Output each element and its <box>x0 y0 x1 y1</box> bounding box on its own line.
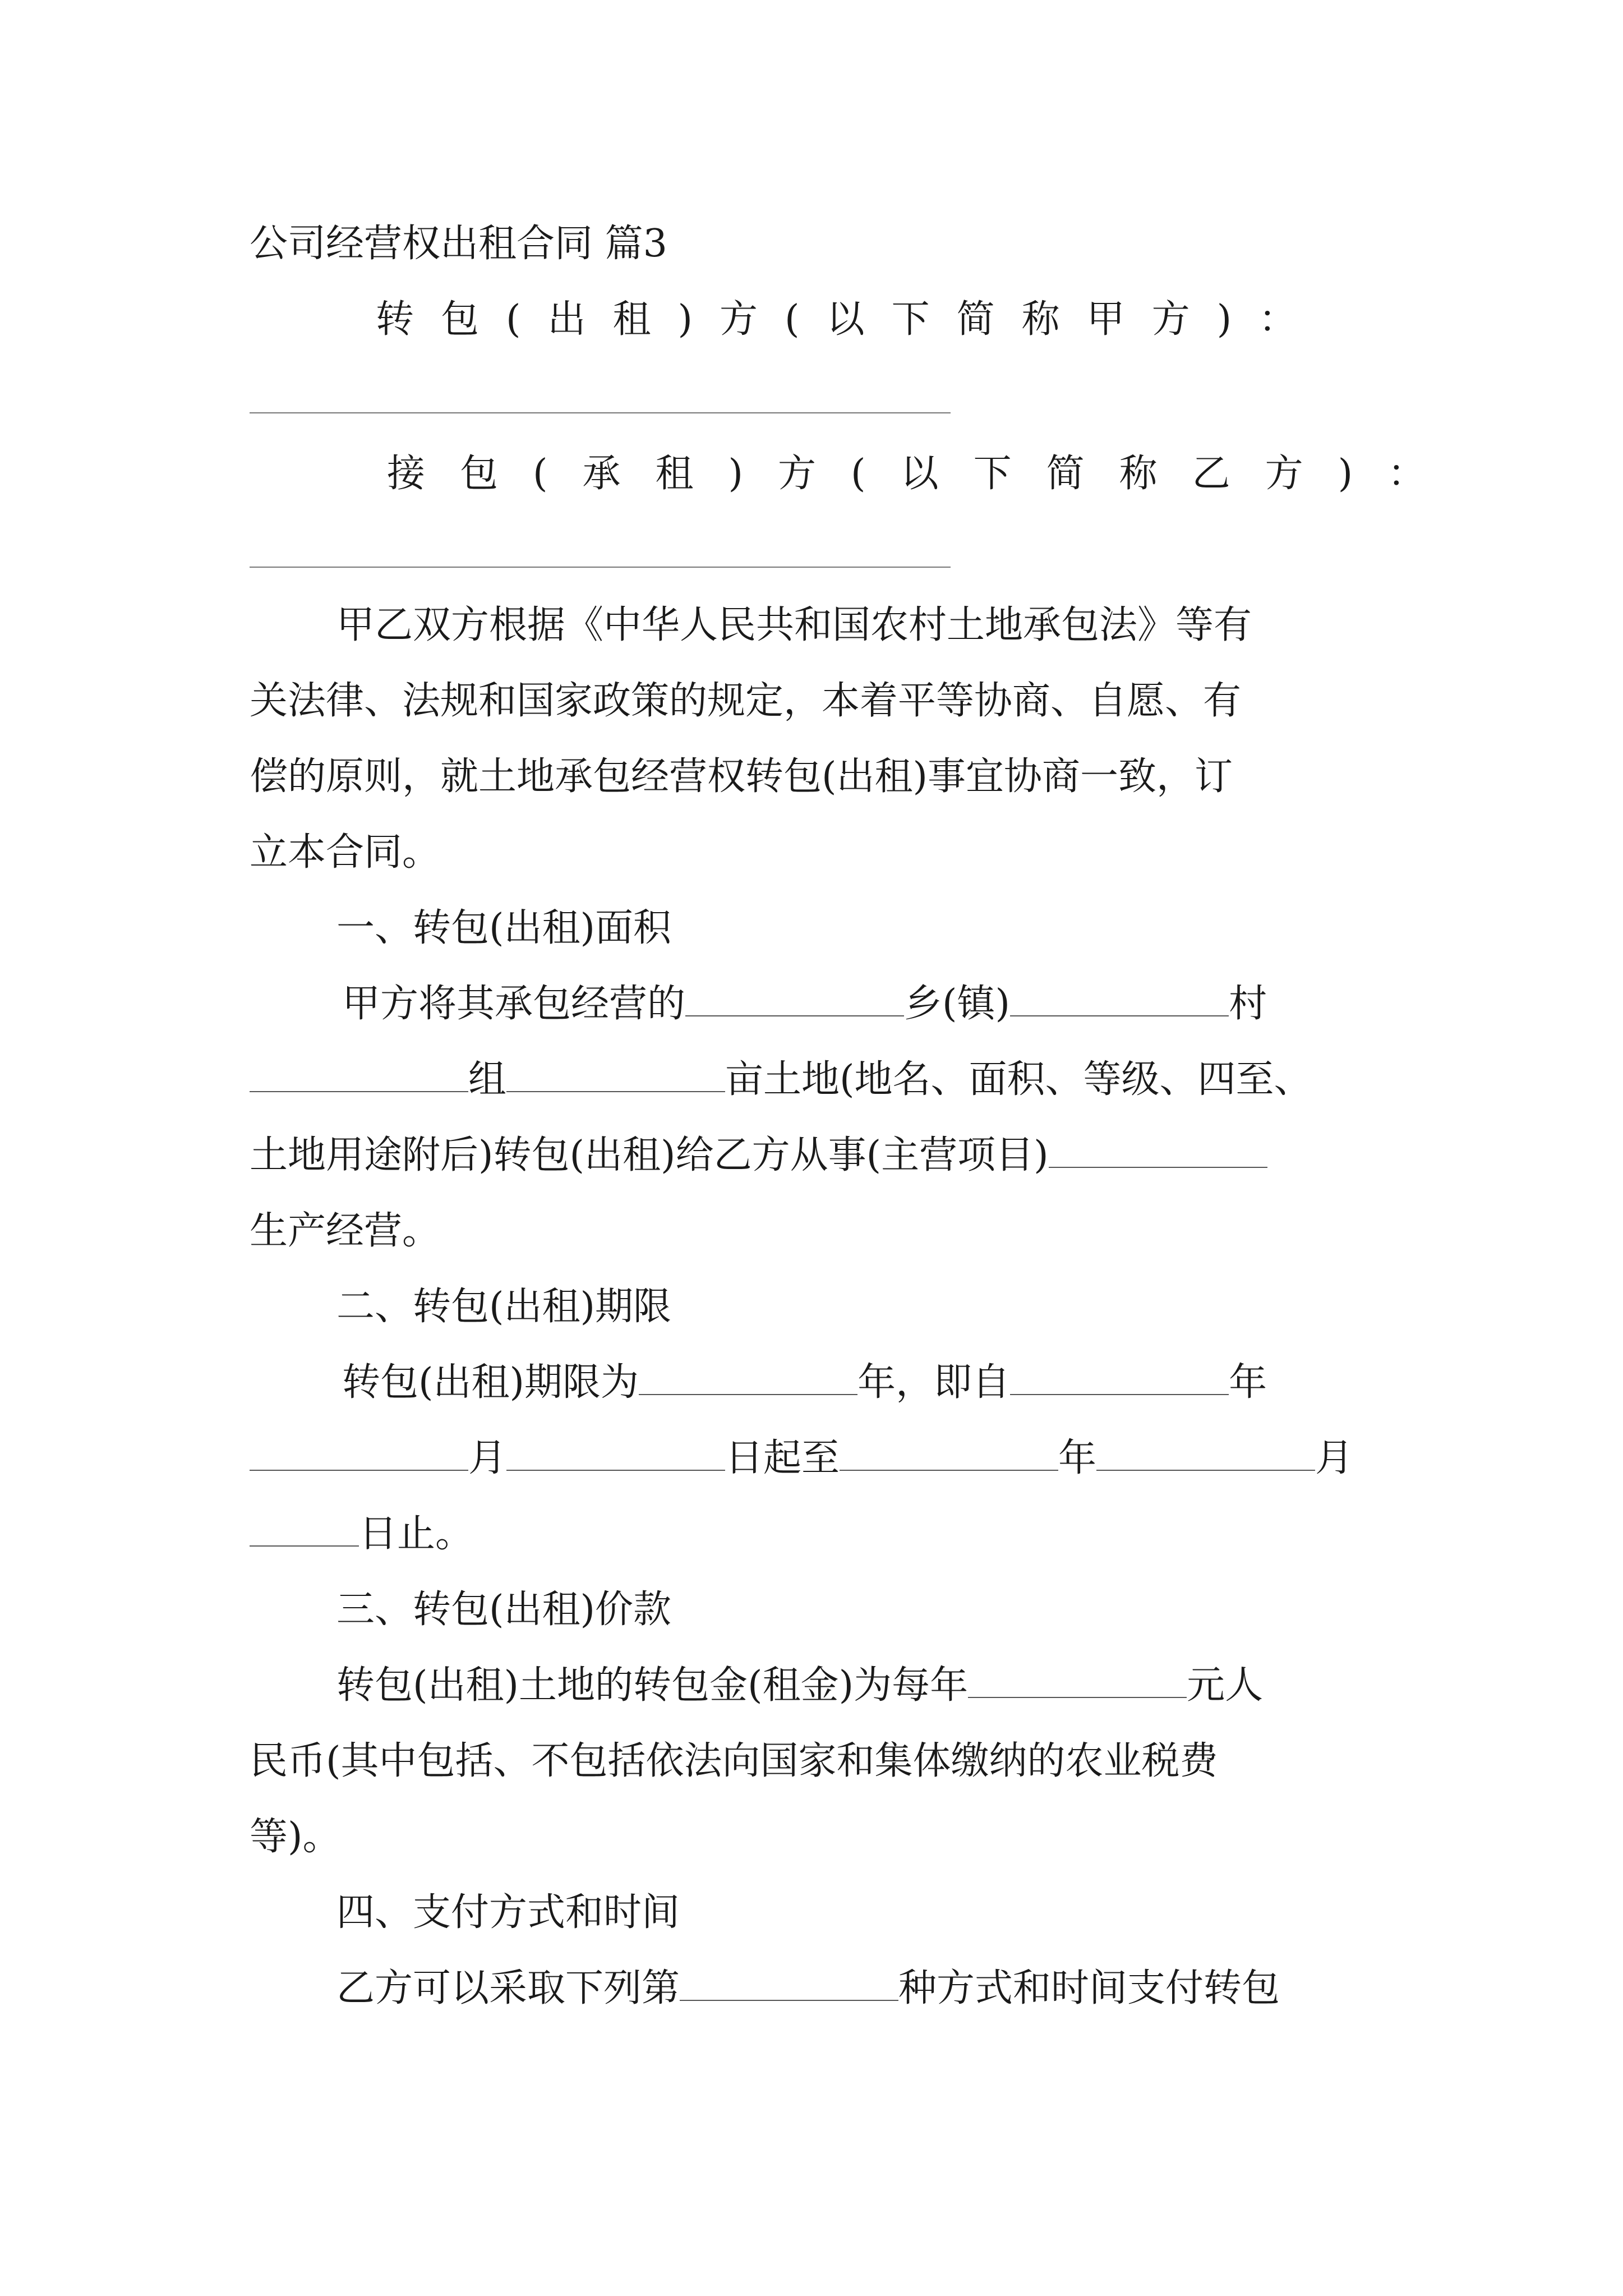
section-1-line-4: 生产经营。 <box>250 1209 441 1253</box>
s2-text-a: 转包(出租)期限为 <box>342 1360 639 1405</box>
party-b-blank <box>250 567 951 568</box>
section-3-line-2: 民币(其中包括、不包括依法向国家和集体缴纳的农业税费 <box>250 1739 1218 1783</box>
s4-text-b: 种方式和时间支付转包 <box>898 1966 1280 2010</box>
s1-text-b: 乡(镇) <box>904 982 1011 1026</box>
s4-text-a: 乙方可以采取下列第 <box>336 1966 680 2010</box>
intro-line-4: 立本合同。 <box>250 830 441 875</box>
start-year-blank <box>1010 1360 1229 1395</box>
payment-option-blank <box>680 1966 898 2001</box>
section-3-line-1 <box>336 1655 1475 1717</box>
s1-text-f: 土地用途附后)转包(出租)给乙方从事(主营项目) <box>250 1133 1049 1177</box>
project-blank <box>1049 1133 1267 1168</box>
section-3-line-3: 等)。 <box>250 1815 341 1859</box>
section-2-line-1 <box>342 1352 1481 1414</box>
intro-line-3: 偿的原则，就土地承包经营权转包(出租)事宜协商一致，订 <box>250 754 1233 799</box>
section-4-heading: 四、支付方式和时间 <box>336 1890 680 1935</box>
start-month-blank <box>250 1436 468 1471</box>
s2-text-h: 日止。 <box>359 1512 474 1556</box>
term-years-blank <box>639 1360 857 1395</box>
section-2-heading: 二、转包(出租)期限 <box>336 1285 672 1329</box>
acre-blank <box>506 1057 725 1092</box>
party-a-label: 转包(出租)方(以下简称甲方)： <box>376 297 1324 342</box>
s1-text-c: 村 <box>1229 982 1267 1026</box>
s3-text-b: 元人 <box>1187 1663 1264 1708</box>
section-2-line-2 <box>250 1428 1388 1489</box>
section-1-line-1 <box>342 973 1481 1035</box>
s2-text-c: 年 <box>1229 1360 1267 1405</box>
s2-text-g: 月 <box>1315 1436 1354 1480</box>
rent-amount-blank <box>968 1663 1187 1698</box>
section-1-line-2 <box>250 1049 1388 1111</box>
section-4-line-1 <box>336 1958 1475 2019</box>
party-a-blank <box>250 412 951 413</box>
intro-line-1: 甲乙双方根据《中华人民共和国农村土地承包法》等有 <box>336 603 1252 647</box>
end-month-blank <box>1096 1436 1315 1471</box>
s3-text-a: 转包(出租)土地的转包金(租金)为每年 <box>336 1663 969 1708</box>
s2-text-b: 年，即自 <box>857 1360 1011 1405</box>
s1-text-d: 组 <box>468 1057 507 1102</box>
s1-text-a: 甲方将其承包经营的 <box>342 982 686 1026</box>
township-blank <box>685 982 904 1016</box>
section-1-line-3 <box>250 1125 1388 1186</box>
start-day-blank <box>506 1436 725 1471</box>
s2-text-f: 年 <box>1058 1436 1097 1480</box>
s2-text-d: 月 <box>468 1436 507 1480</box>
end-day-blank <box>250 1512 359 1547</box>
village-blank <box>1010 982 1229 1016</box>
s2-text-e: 日起至 <box>725 1436 840 1480</box>
section-1-heading: 一、转包(出租)面积 <box>336 906 672 950</box>
intro-line-2: 关法律、法规和国家政策的规定，本着平等协商、自愿、有 <box>250 679 1242 723</box>
doc-title: 公司经营权出租合同 篇3 <box>250 222 667 266</box>
group-blank <box>250 1057 468 1092</box>
end-year-blank <box>840 1436 1058 1471</box>
section-2-line-3 <box>250 1503 1388 1565</box>
party-b-label: 接包(承租)方(以下简称乙方)： <box>387 452 1461 496</box>
s1-text-e: 亩土地(地名、面积、等级、四至、 <box>725 1057 1312 1102</box>
section-3-heading: 三、转包(出租)价款 <box>336 1588 672 1632</box>
